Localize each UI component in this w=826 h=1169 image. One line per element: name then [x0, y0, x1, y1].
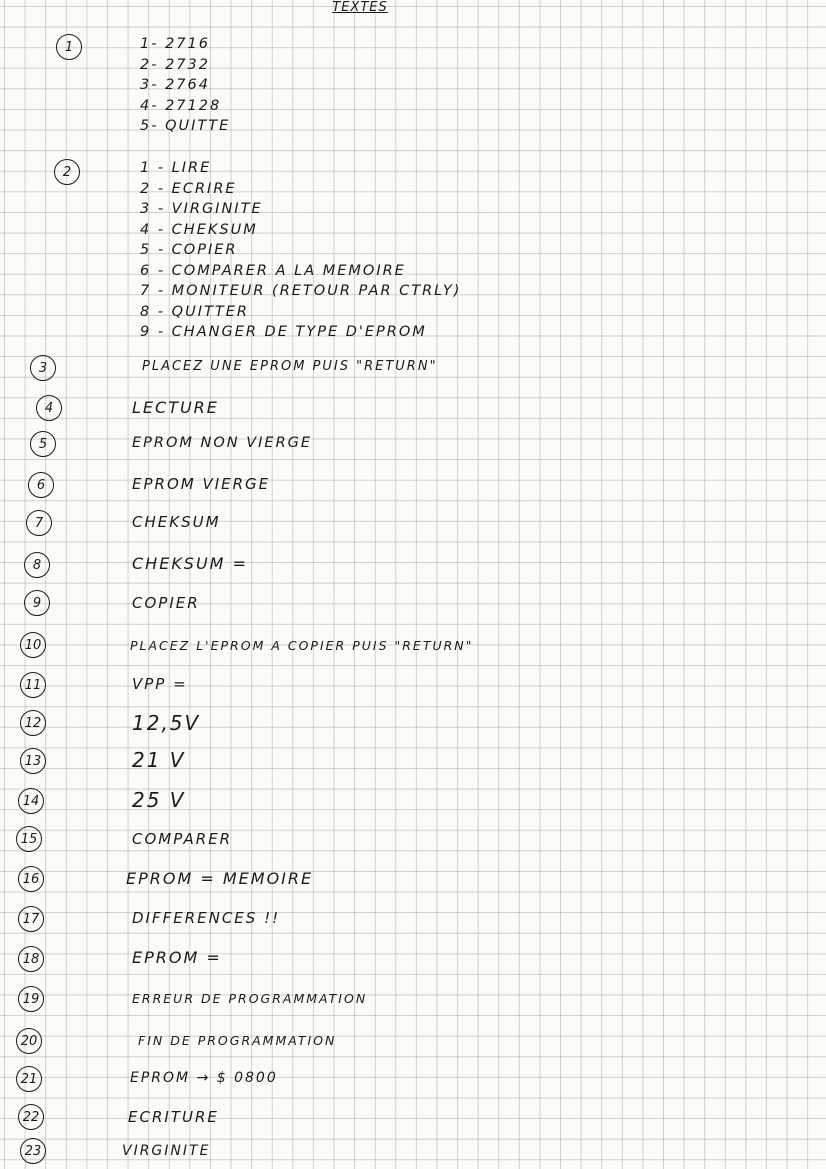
message-text: COPIER — [132, 594, 200, 612]
item-number-badge: 14 — [18, 788, 44, 814]
menu-line: 2 - ECRIRE — [140, 180, 237, 197]
item-number-badge: 18 — [18, 946, 44, 972]
menu-lines — [140, 158, 461, 343]
message-text: VPP = — [132, 675, 188, 693]
menu-line: 7 - MONITEUR (RETOUR PAR CTRLY) — [140, 283, 462, 299]
menu-line: 3 - VIRGINITE — [140, 201, 263, 217]
item-number-badge: 1 — [56, 34, 82, 60]
item-number-badge: 12 — [20, 710, 46, 736]
item-number-badge: 7 — [26, 510, 52, 536]
page-title: TEXTES — [332, 0, 388, 15]
message-text: EPROM NON VIERGE — [132, 435, 313, 451]
message-text: COMPARER — [132, 830, 233, 848]
message-text: CHEKSUM — [132, 513, 221, 531]
item-number-badge: 20 — [16, 1028, 42, 1054]
item-number-badge: 17 — [18, 906, 44, 932]
menu-line: 6 - COMPARER A LA MEMOIRE — [140, 262, 406, 279]
menu-line: 5 - COPIER — [140, 242, 238, 258]
item-number-badge: 10 — [20, 632, 46, 658]
message-text: VIRGINITE — [122, 1143, 211, 1159]
menu-line: 8 - QUITTER — [140, 303, 249, 320]
message-text: DIFFERENCES !! — [132, 909, 281, 927]
message-text: ECRITURE — [128, 1108, 219, 1126]
item-number-badge: 9 — [24, 590, 50, 616]
item-number-badge: 8 — [24, 552, 50, 578]
item-number-badge: 21 — [16, 1066, 42, 1092]
message-text: PLACEZ L'EPROM A COPIER PUIS "RETURN" — [130, 638, 474, 653]
message-text: 21 V — [132, 748, 186, 772]
message-text: LECTURE — [132, 398, 219, 417]
menu-line: 3- 2764 — [140, 77, 210, 93]
menu-line: 2- 2732 — [140, 56, 210, 73]
menu-lines — [140, 34, 230, 137]
menu-line: 1- 2716 — [140, 36, 210, 52]
item-number-badge: 11 — [20, 672, 46, 698]
item-number-badge: 16 — [18, 866, 44, 892]
menu-line: 1 - LIRE — [140, 160, 212, 176]
item-number-badge: 3 — [30, 355, 56, 381]
menu-line: 9 - CHANGER DE TYPE D'EPROM — [140, 324, 427, 340]
item-number-badge: 6 — [28, 472, 54, 498]
menu-line: 4- 27128 — [140, 97, 222, 114]
item-number-badge: 13 — [20, 748, 46, 774]
message-text: EPROM = — [132, 948, 222, 967]
item-number-badge: 5 — [30, 431, 56, 457]
message-text: EPROM VIERGE — [132, 475, 271, 493]
message-text: FIN DE PROGRAMMATION — [138, 1033, 337, 1048]
message-text: PLACEZ UNE EPROM PUIS "RETURN" — [142, 359, 438, 374]
item-number-badge: 15 — [16, 826, 42, 852]
item-number-badge: 23 — [20, 1138, 46, 1164]
menu-line: 5- QUITTE — [140, 118, 231, 134]
menu-line: 4 - CHEKSUM — [140, 221, 258, 238]
message-text: CHEKSUM = — [132, 554, 248, 573]
item-number-badge: 2 — [54, 159, 80, 185]
message-text: 12,5V — [132, 711, 201, 735]
item-number-badge: 19 — [18, 986, 44, 1012]
item-number-badge: 22 — [18, 1104, 44, 1130]
message-text: EPROM → $ 0800 — [130, 1070, 278, 1086]
message-text: ERREUR DE PROGRAMMATION — [132, 991, 368, 1006]
message-text: EPROM = MEMOIRE — [126, 869, 314, 888]
message-text: 25 V — [132, 788, 186, 812]
item-number-badge: 4 — [36, 395, 62, 421]
